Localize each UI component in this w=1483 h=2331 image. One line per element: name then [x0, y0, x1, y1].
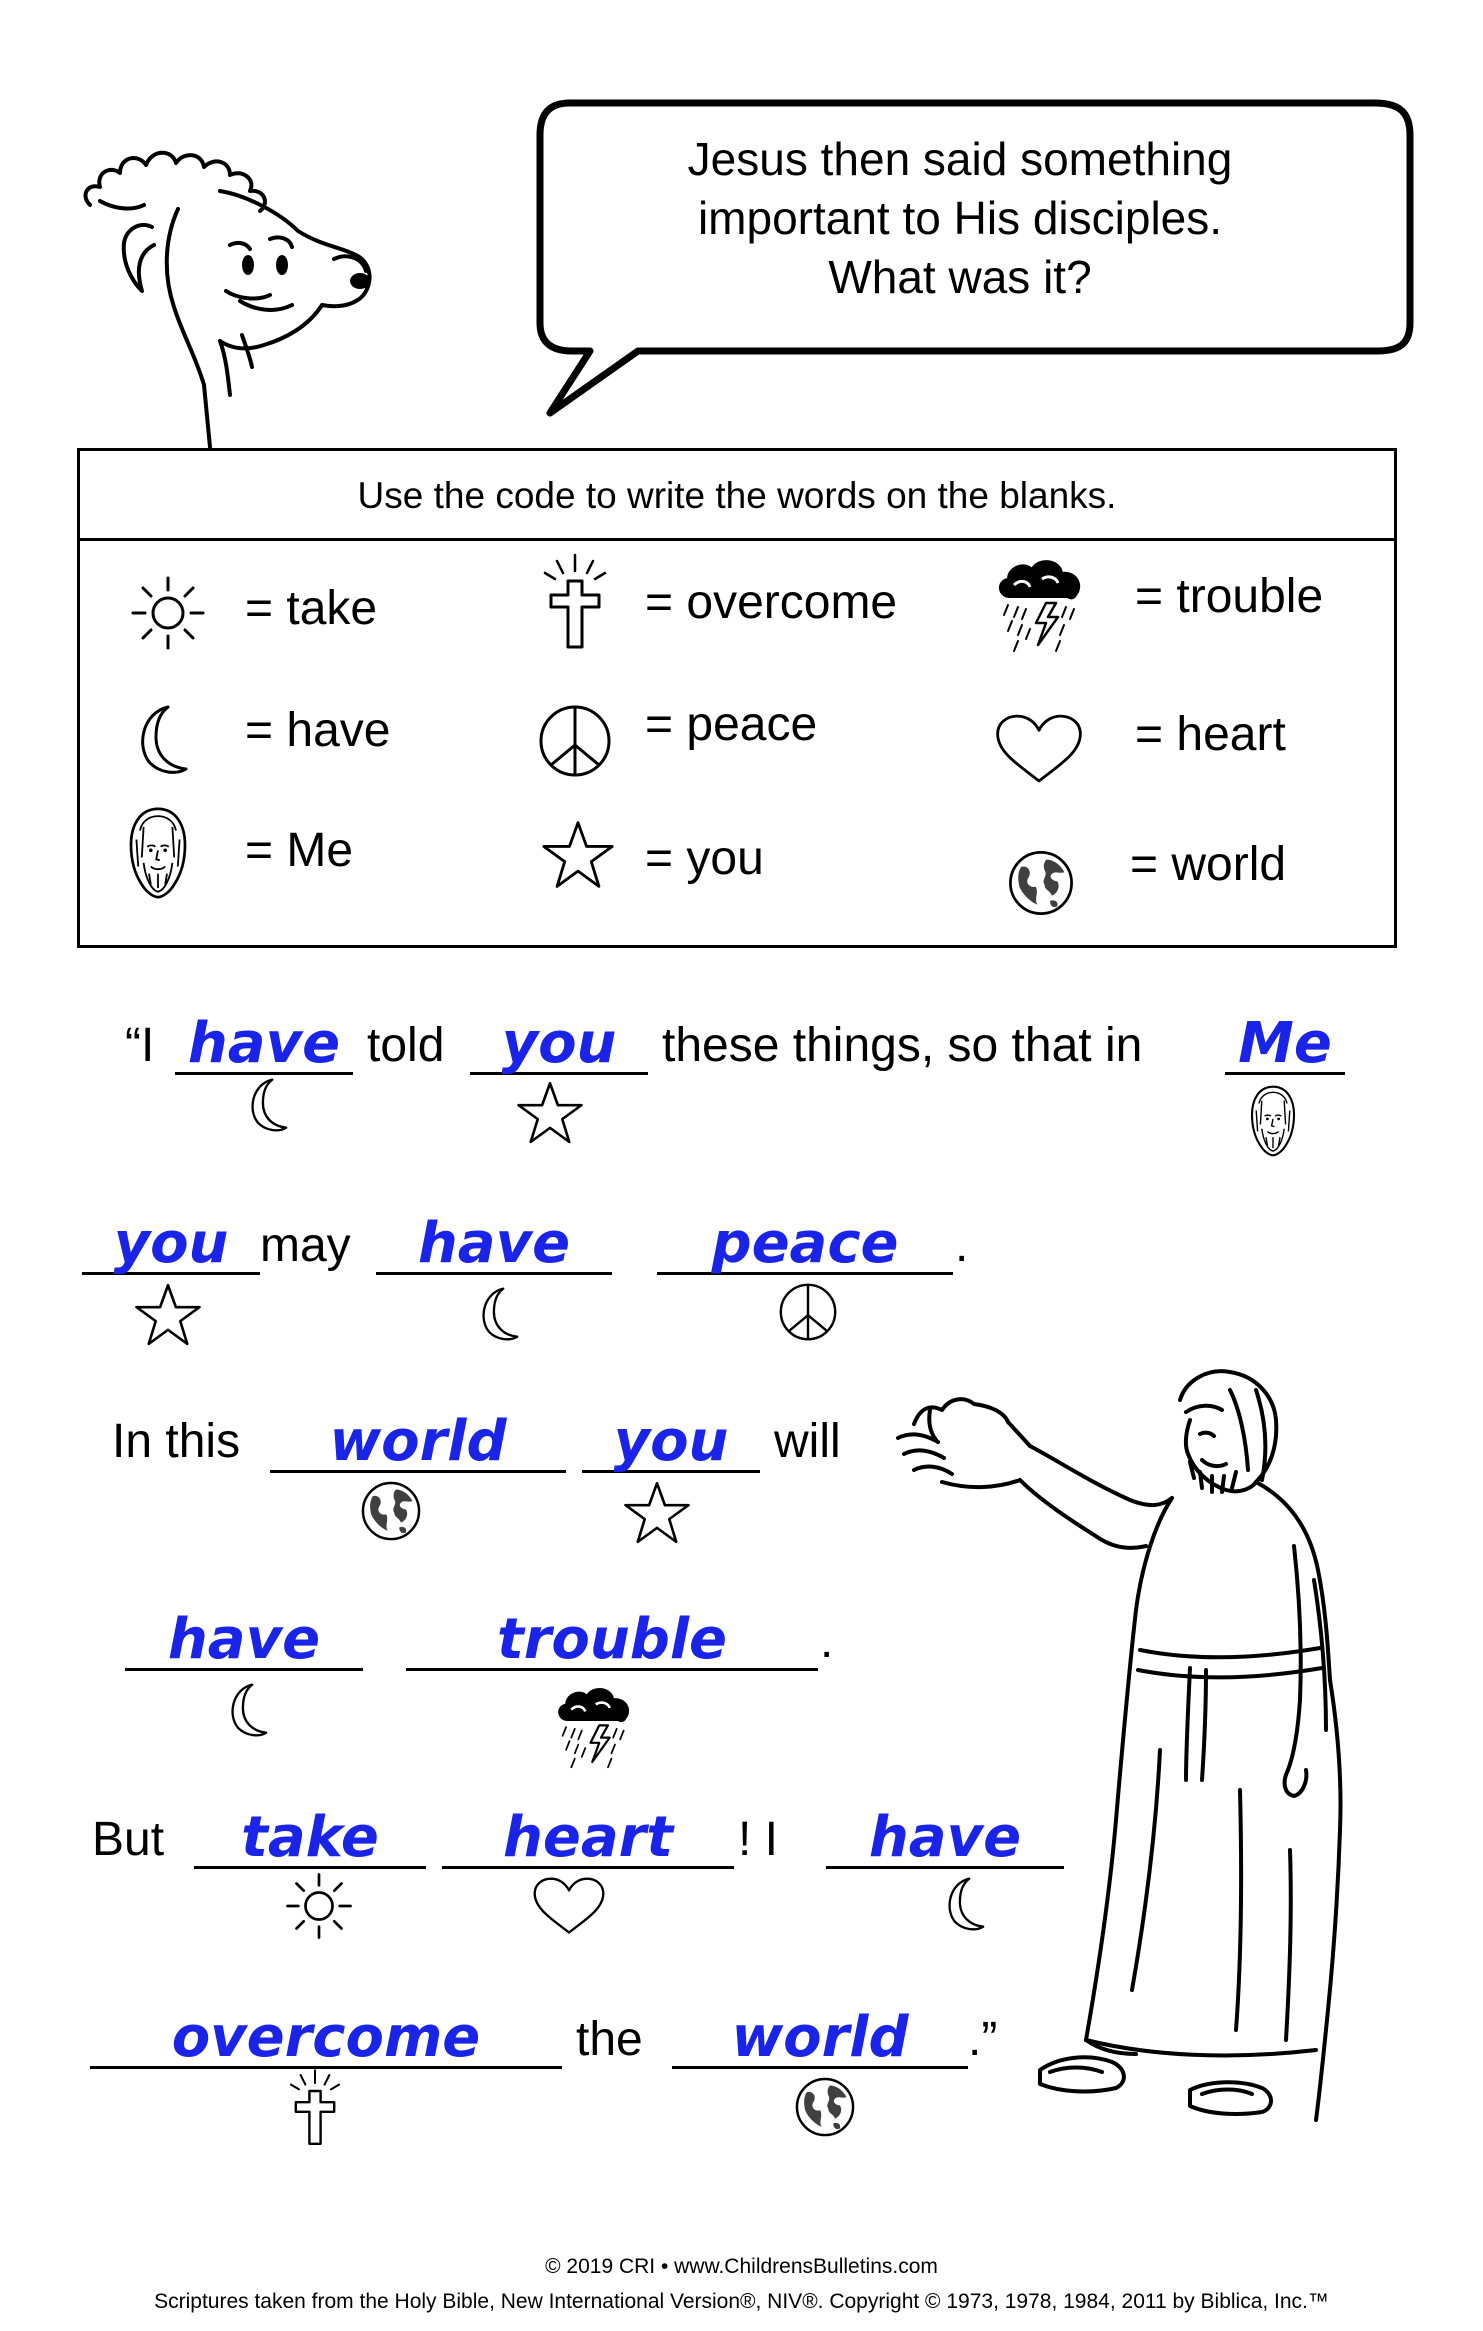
code-instruction: Use the code to write the words on the blanks. [80, 451, 1394, 541]
heart-icon [992, 711, 1086, 787]
moon-icon [235, 1075, 297, 1137]
answer-blank[interactable] [125, 1607, 363, 1672]
verse-text: “I [125, 1019, 155, 1072]
answer-blank[interactable] [1225, 1011, 1345, 1076]
cross-icon [283, 2066, 347, 2148]
peace-icon [776, 1280, 840, 1344]
answer-blank[interactable] [470, 1011, 648, 1076]
answer-text: heart [502, 1805, 674, 1870]
answer-blank[interactable] [657, 1211, 953, 1276]
answer-text: have [187, 1011, 341, 1076]
jesus-figure-illustration [890, 1350, 1370, 2170]
answer-text: have [417, 1211, 571, 1276]
answer-text: overcome [171, 2005, 481, 2070]
verse-text: told [367, 1019, 445, 1072]
moon-icon [215, 1680, 277, 1742]
code-label-peace: = peace [645, 698, 818, 751]
sheep-illustration [70, 95, 510, 455]
heart-icon [530, 1874, 608, 1938]
verse-text: .” [968, 2013, 998, 2066]
jesus-face-icon [122, 803, 194, 903]
answer-blank[interactable] [90, 2005, 562, 2070]
globe-icon [792, 2074, 858, 2140]
peace-icon [535, 701, 615, 781]
code-label-world: = world [1130, 838, 1287, 891]
code-label-take: = take [245, 582, 378, 635]
verse-text: ! I [738, 1813, 779, 1866]
star-icon [133, 1280, 203, 1350]
answer-text: you [613, 1409, 729, 1474]
answer-text: Me [1238, 1011, 1332, 1076]
bubble-line-1: Jesus then said something [687, 133, 1233, 185]
verse-text: . [955, 1219, 969, 1272]
code-label-me: = Me [245, 824, 354, 877]
cross-icon [535, 551, 615, 651]
verse-text: But [92, 1813, 165, 1866]
answer-blank[interactable] [376, 1211, 612, 1276]
code-label-you: = you [645, 832, 764, 885]
answer-text: world [329, 1409, 507, 1474]
jesus-face-icon [1245, 1082, 1301, 1160]
copyright-line: © 2019 CRI • www.ChildrensBulletins.com [545, 2255, 938, 2278]
answer-text: you [501, 1011, 617, 1076]
answer-blank[interactable] [194, 1805, 426, 1870]
answer-text: you [113, 1211, 229, 1276]
code-label-heart: = heart [1135, 708, 1286, 761]
verse-text: will [774, 1415, 841, 1468]
star-icon [515, 1078, 585, 1148]
answer-text: peace [711, 1211, 899, 1276]
sun-icon [128, 573, 208, 653]
answer-text: take [241, 1805, 379, 1870]
bubble-line-3: What was it? [828, 251, 1092, 303]
answer-blank[interactable] [406, 1607, 818, 1672]
answer-blank[interactable] [270, 1409, 566, 1474]
verse-text: may [260, 1219, 351, 1272]
code-label-trouble: = trouble [1135, 570, 1324, 623]
verse-text: the [576, 2013, 643, 2066]
speech-bubble-text [560, 130, 1360, 307]
sun-icon [283, 1870, 355, 1942]
answer-blank[interactable] [175, 1011, 353, 1076]
storm-cloud-icon [990, 551, 1090, 661]
verse-text: In this [112, 1415, 241, 1468]
answer-text: have [868, 1805, 1022, 1870]
code-label-overcome: = overcome [645, 576, 898, 629]
scripture-credit-line: Scriptures taken from the Holy Bible, New International Version®, NIV®. Copyright © 1973, 1978, 1984, 2011 by Biblica, Inc.™ [154, 2290, 1329, 2313]
star-icon [540, 817, 616, 893]
answer-blank[interactable] [82, 1211, 260, 1276]
storm-cloud-icon [550, 1680, 638, 1776]
moon-icon [120, 701, 200, 781]
answer-blank[interactable] [582, 1409, 760, 1474]
answer-text: trouble [497, 1607, 727, 1672]
code-key-box [77, 448, 1397, 948]
answer-text: world [731, 2005, 909, 2070]
star-icon [622, 1478, 692, 1548]
verse-text: . [820, 1615, 834, 1668]
globe-icon [1005, 847, 1077, 919]
answer-blank[interactable] [442, 1805, 734, 1870]
code-label-have: = have [245, 704, 391, 757]
bubble-line-2: important to His disciples. [697, 192, 1223, 244]
moon-icon [466, 1284, 528, 1346]
answer-text: have [167, 1607, 321, 1672]
globe-icon [358, 1478, 424, 1544]
verse-text: these things, so that in [662, 1019, 1143, 1072]
